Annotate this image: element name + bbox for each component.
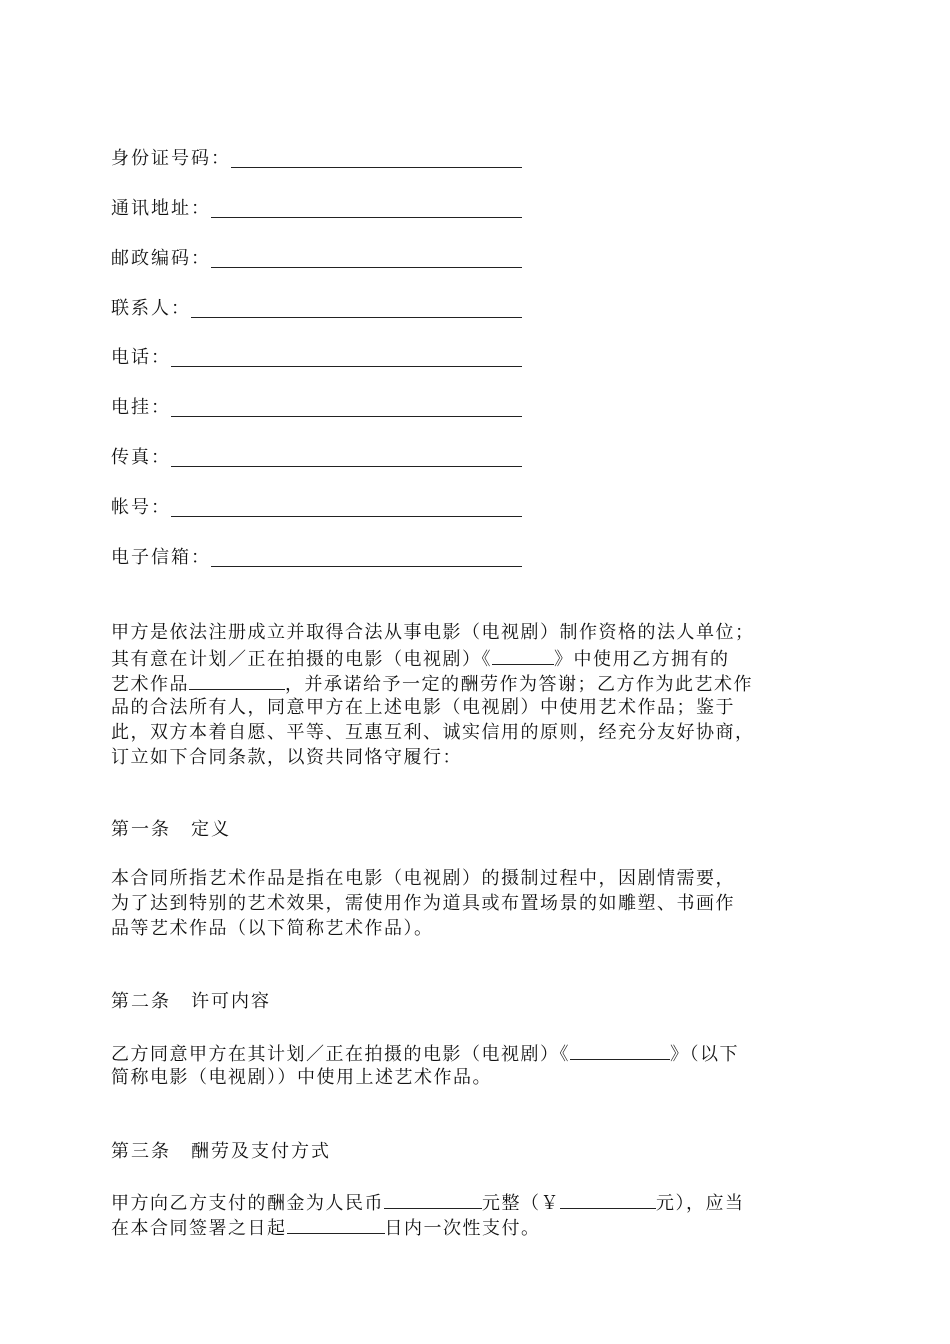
article-1-heading: 第一条 定义 xyxy=(111,819,231,840)
id-number-blank[interactable] xyxy=(231,148,522,168)
preamble-line-5: 此，双方本着自愿、平等、互惠互利、诚实信用的原则，经充分友好协商， xyxy=(111,722,755,743)
article-3-line-2-text-a: 在本合同签署之日起 xyxy=(111,1218,287,1239)
article-1-line-2: 为了达到特别的艺术效果，需使用作为道具或布置场景的如雕塑、书画作 xyxy=(111,893,735,914)
article-1-line-3: 品等艺术作品（以下简称艺术作品）。 xyxy=(111,918,434,939)
address-blank[interactable] xyxy=(211,198,522,218)
phone-label: 电话： xyxy=(111,347,171,368)
phone-field xyxy=(111,343,522,369)
fax-field xyxy=(111,443,522,469)
preamble-line-6: 订立如下合同条款，以资共同恪守履行： xyxy=(111,747,462,768)
fax-label: 传真： xyxy=(111,447,171,468)
article-1-line-1: 本合同所指艺术作品是指在电影（电视剧）的摄制过程中，因剧情需要， xyxy=(111,868,735,889)
article-2-line-1 xyxy=(111,1040,851,1065)
article-3-line-1 xyxy=(111,1189,851,1214)
amount-figures-blank[interactable] xyxy=(560,1189,656,1209)
email-field xyxy=(111,543,522,569)
contact-person-label: 联系人： xyxy=(111,298,191,319)
contact-person-field xyxy=(111,294,522,320)
preamble-line-2-text-b: 》中使用乙方拥有的 xyxy=(554,649,730,670)
article-3-line-1-text-b: 元整（￥ xyxy=(482,1193,560,1214)
preamble-line-3-text-b: ，并承诺给予一定的酬劳作为答谢；乙方作为此艺术作 xyxy=(285,674,753,695)
account-blank[interactable] xyxy=(171,497,522,517)
amount-words-blank[interactable] xyxy=(384,1189,482,1209)
article-3-line-2-text-b: 日内一次性支付。 xyxy=(384,1218,541,1239)
telegraph-label: 电挂： xyxy=(111,397,171,418)
preamble-line-3 xyxy=(111,670,851,695)
article-2-line-2: 简称电影（电视剧））中使用上述艺术作品。 xyxy=(111,1067,492,1088)
article-2-line-1-text-b: 》（以下 xyxy=(670,1044,739,1065)
contact-person-blank[interactable] xyxy=(191,298,522,318)
preamble-line-2 xyxy=(111,645,851,670)
payment-days-blank[interactable] xyxy=(287,1214,385,1234)
article-3-line-1-text-c: 元），应当 xyxy=(656,1193,745,1214)
article-2-line-1-text-a: 乙方同意甲方在其计划／正在拍摄的电影（电视剧）《 xyxy=(111,1044,570,1065)
postal-code-field xyxy=(111,244,522,270)
postal-code-blank[interactable] xyxy=(211,248,522,268)
account-field xyxy=(111,493,522,519)
artwork-name-blank[interactable] xyxy=(189,670,285,690)
article-1-paragraph xyxy=(111,866,851,941)
article-3-paragraph xyxy=(111,1189,851,1239)
article-2-heading: 第二条 许可内容 xyxy=(111,991,271,1012)
article-2-paragraph xyxy=(111,1040,851,1090)
email-label: 电子信箱： xyxy=(111,547,211,568)
account-label: 帐号： xyxy=(111,497,171,518)
address-field xyxy=(111,194,522,220)
preamble-line-1: 甲方是依法注册成立并取得合法从事电影（电视剧）制作资格的法人单位； xyxy=(111,622,755,643)
article-3-line-2 xyxy=(111,1214,851,1239)
preamble-paragraph xyxy=(111,620,851,770)
address-label: 通讯地址： xyxy=(111,198,211,219)
article-3-line-1-text-a: 甲方向乙方支付的酬金为人民币 xyxy=(111,1193,384,1214)
film-title-blank-2[interactable] xyxy=(570,1040,670,1060)
postal-code-label: 邮政编码： xyxy=(111,248,211,269)
phone-blank[interactable] xyxy=(171,347,522,367)
article-3-heading: 第三条 酬劳及支付方式 xyxy=(111,1141,331,1162)
preamble-line-4: 品的合法所有人，同意甲方在上述电影（电视剧）中使用艺术作品；鉴于 xyxy=(111,697,735,718)
telegraph-blank[interactable] xyxy=(171,397,522,417)
preamble-line-3-text-a: 艺术作品 xyxy=(111,674,189,695)
email-blank[interactable] xyxy=(211,547,522,567)
id-number-label: 身份证号码： xyxy=(111,148,231,169)
film-title-blank[interactable] xyxy=(492,645,554,665)
fax-blank[interactable] xyxy=(171,447,522,467)
preamble-line-2-text-a: 其有意在计划／正在拍摄的电影（电视剧）《 xyxy=(111,649,492,670)
id-number-field xyxy=(111,144,522,170)
telegraph-field xyxy=(111,393,522,419)
